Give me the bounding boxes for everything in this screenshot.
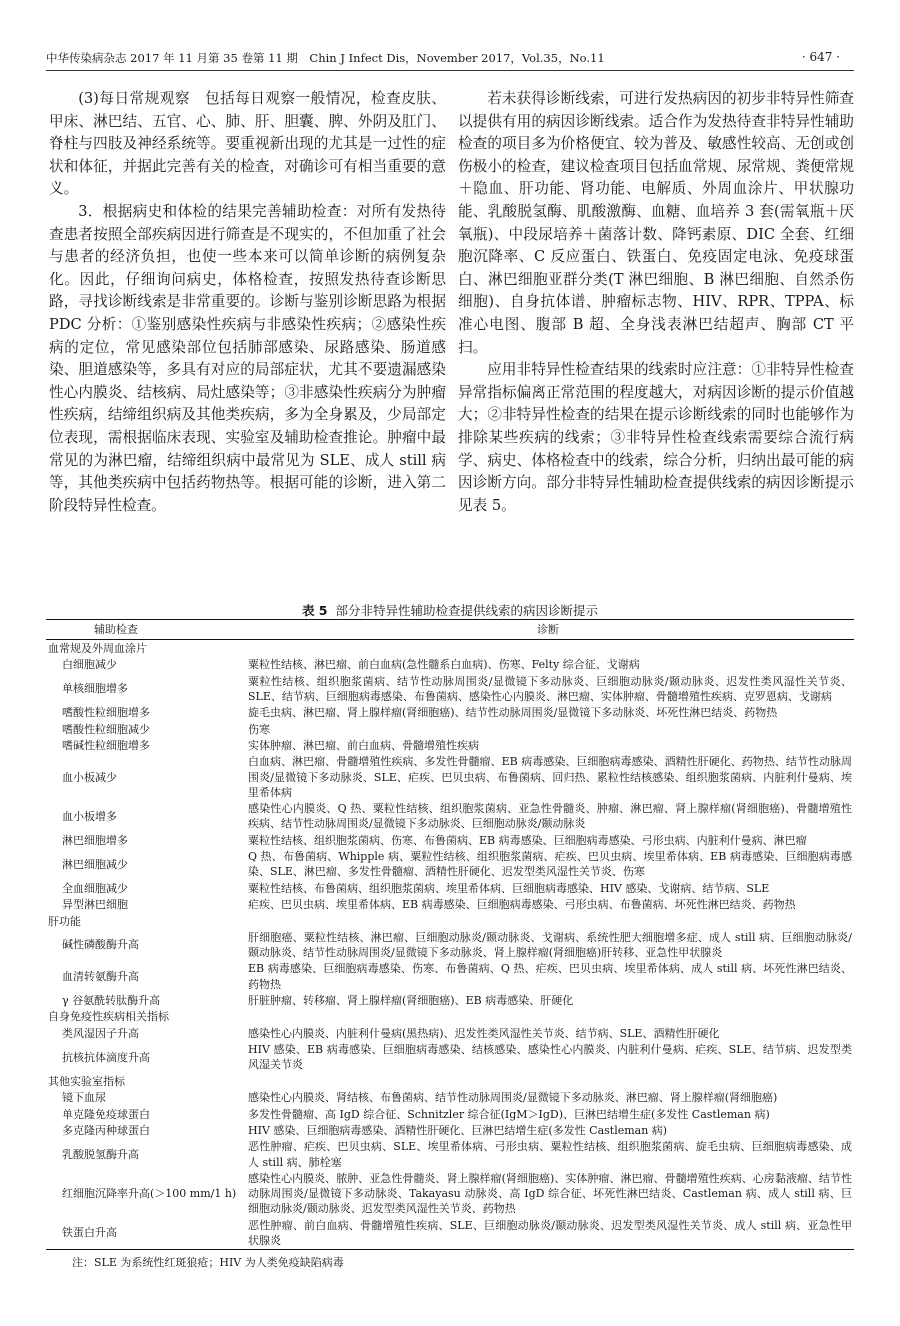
diagnosis-cell: 旋毛虫病、淋巴瘤、肾上腺样瘤(肾细胞癌)、结节性动脉周围炎/显微镜下多动脉炎、坏死性淋巴结炎、药物热 xyxy=(248,706,778,720)
test-cell: 铁蛋白升高 xyxy=(46,1217,242,1249)
paragraph: (3)每日常规观察 包括每日观察一般情况，检查皮肤、甲床、淋巴结、五官、心、肺、肝、胆囊、脾、外阴及肛门、脊柱与四肢及神经系统等。要重视新出现的尤其是一过性的症状和体征，并据此完善有关的检查，对确诊可有相当重要的意义。 xyxy=(49,90,446,198)
diagnosis-cell: 感染性心内膜炎、脓肿、亚急性骨髓炎、肾上腺样瘤(肾细胞癌)、实体肿瘤、淋巴瘤、骨髓增殖性疾病、心房黏液瘤、结节性动脉周围炎/显微镜下多动脉炎、Takayasu 动脉炎、高 IgD 综合征、坏死性淋巴结炎、Castleman 病、成人 still 病、巨细胞动脉炎/颞动脉炎、迟发型类风湿性关节炎、药物热 xyxy=(248,1172,852,1216)
diagnosis-cell: 肝细胞癌、粟粒性结核、淋巴瘤、巨细胞动脉炎/颞动脉炎、戈谢病、系统性肥大细胞增多症、成人 still 病、巨细胞动脉炎/颞动脉炎、结节性动脉周围炎/显微镜下多动脉炎、肾上腺样瘤(肾细胞癌)肝转移、亚急性甲状腺炎 xyxy=(248,930,852,960)
table-row xyxy=(46,801,854,833)
test-cell: 嗜酸性粒细胞增多 xyxy=(62,706,150,720)
table-row xyxy=(46,1042,854,1074)
diagnosis-hint-table xyxy=(46,619,854,1250)
table-row xyxy=(46,657,854,673)
right-text-column xyxy=(458,88,854,517)
test-cell: 单核细胞增多 xyxy=(62,682,128,696)
section-label: 自身免疫性疾病相关指标 xyxy=(48,1010,169,1024)
diagnosis-cell: HIV 感染、巨细胞病毒感染、酒精性肝硬化、巨淋巴结增生症(多发性 Castleman 病) xyxy=(248,1124,668,1138)
test-cell: 红细胞沉降率升高(＞100 mm/1 h) xyxy=(62,1187,237,1201)
table-footnote: 注：SLE 为系统性红斑狼疮；HIV 为人类免疫缺陷病毒 xyxy=(72,1256,344,1269)
column-header-test: 辅助检查 xyxy=(46,620,242,640)
diagnosis-cell: HIV 感染、EB 病毒感染、巨细胞病毒感染、结核感染、感染性心内膜炎、内脏利什曼病、疟疾、SLE、结节病、迟发型类风湿关节炎 xyxy=(248,1043,852,1072)
column-header-diagnosis: 诊断 xyxy=(242,620,854,640)
table-row xyxy=(46,1139,854,1171)
test-cell: 类风湿因子升高 xyxy=(62,1026,139,1040)
paragraph: 若未获得诊断线索，可进行发热病因的初步非特异性筛查以提供有用的病因诊断线索。适合作为发热待查非特异性辅助检查的项目多为价格便宜、较为普及、敏感性较高、无创或创伤极小的检查，建议检查项目包括血常规、尿常规、粪便常规＋隐血、肝功能、肾功能、电解质、外周血涂片、甲状腺功能、乳酸脱氢酶、肌酸激酶、血糖、血培养 3 套(需氧瓶＋厌氧瓶)、中段尿培养＋菌落计数、降钙素原、DIC 全套、红细胞沉降率、C 反应蛋白、铁蛋白、免疫固定电泳、免疫球蛋白、淋巴细胞亚群分类(T 淋巴细胞、B 淋巴细胞、自然杀伤细胞)、自身抗体谱、肿瘤标志物、HIV、RPR、TPPA、标准心电图、腹部 B 超、全身浅表淋巴结超声、胸部 CT 平扫。 xyxy=(458,90,854,356)
table-section-row xyxy=(46,640,854,657)
journal-citation: 中华传染病杂志 2017 年 11 月第 35 卷第 11 期 Chin J Infect Dis，November 2017，Vol.35，No.11 xyxy=(46,51,605,65)
section-label: 血常规及外周血涂片 xyxy=(48,641,147,655)
diagnosis-cell: 粟粒性结核、组织胞浆菌病、结节性动脉周围炎/显微镜下多动脉炎、巨细胞动脉炎/颞动脉炎、迟发性类风湿性关节炎、SLE、结节病、巨细胞病毒感染、布鲁菌病、感染性心内膜炎、淋巴瘤、实体肿瘤、骨髓增殖性疾病、克罗恩病、戈谢病 xyxy=(248,674,852,703)
table-title: 部分非特异性辅助检查提供线索的病因诊断提示 xyxy=(335,603,599,618)
table-caption xyxy=(46,601,854,619)
diagnosis-cell: 感染性心内膜炎、内脏利什曼病(黑热病)、迟发性类风湿性关节炎、结节病、SLE、酒精性肝硬化 xyxy=(248,1026,720,1040)
test-cell: 血小板减少 xyxy=(62,770,117,784)
test-cell: 淋巴细胞增多 xyxy=(62,833,128,847)
test-cell: 嗜碱性粒细胞增多 xyxy=(62,738,150,752)
table-row xyxy=(46,754,854,801)
diagnosis-cell: 恶性肿瘤、疟疾、巴贝虫病、SLE、埃里希体病、弓形虫病、粟粒性结核、组织胞浆菌病、旋毛虫病、巨细胞病毒感染、成人 still 病、肺栓塞 xyxy=(248,1140,852,1169)
table-row xyxy=(46,880,854,896)
diagnosis-cell: 白血病、淋巴瘤、骨髓增殖性疾病、多发性骨髓瘤、EB 病毒感染、巨细胞病毒感染、酒精性肝硬化、药物热、结节性动脉周围炎/显微镜下多动脉炎、SLE、疟疾、巴贝虫病、布鲁菌病、回归热、累粒性结核感染、组织胞浆菌病、内脏利什曼病、埃里希体病 xyxy=(248,755,852,799)
diagnosis-cell: Q 热、布鲁菌病、Whipple 病、粟粒性结核、组织胞浆菌病、疟疾、巴贝虫病、埃里希体病、EB 病毒感染、巨细胞病毒感染、SLE、淋巴瘤、多发性骨髓瘤、酒精性肝硬化、迟发型类风湿性关节炎、伤寒 xyxy=(248,850,852,879)
diagnosis-cell: 疟疾、巴贝虫病、埃里希体病、EB 病毒感染、巨细胞病毒感染、弓形虫病、布鲁菌病、坏死性淋巴结炎、药物热 xyxy=(248,898,796,912)
table-row xyxy=(46,897,854,913)
page-number: · 647 · xyxy=(801,50,840,64)
test-cell: 淋巴细胞减少 xyxy=(62,857,128,871)
test-cell: 镜下血尿 xyxy=(62,1091,106,1105)
test-cell: 血小板增多 xyxy=(62,809,117,823)
diagnosis-cell: 恶性肿瘤、前白血病、骨髓增殖性疾病、SLE、巨细胞动脉炎/颞动脉炎、迟发型类风湿性关节炎、成人 still 病、亚急性甲状腺炎 xyxy=(242,1217,854,1249)
test-cell: 单克隆免疫球蛋白 xyxy=(62,1107,150,1121)
table-row xyxy=(46,1090,854,1106)
test-cell: 多克隆丙种球蛋白 xyxy=(62,1124,150,1138)
table-row xyxy=(46,992,854,1008)
table-row xyxy=(46,929,854,961)
test-cell: 抗核抗体滴度升高 xyxy=(62,1050,150,1064)
table-row xyxy=(46,849,854,881)
running-header xyxy=(46,50,854,70)
test-cell: 异型淋巴细胞 xyxy=(62,898,128,912)
test-cell: γ 谷氨酰转肽酶升高 xyxy=(62,994,161,1008)
table-row xyxy=(46,832,854,848)
diagnosis-cell: 粟粒性结核、布鲁菌病、组织胞浆菌病、埃里希体病、巨细胞病毒感染、HIV 感染、戈谢病、结节病、SLE xyxy=(248,881,770,895)
header-rule xyxy=(46,70,854,71)
table-section-row xyxy=(46,1073,854,1089)
test-cell: 嗜酸性粒细胞减少 xyxy=(62,722,150,736)
diagnosis-cell: 粟粒性结核、淋巴瘤、前白血病(急性髓系白血病)、伤寒、Felty 综合征、戈谢病 xyxy=(248,658,640,672)
diagnosis-cell: EB 病毒感染、巨细胞病毒感染、伤寒、布鲁菌病、Q 热、疟疾、巴贝虫病、埃里希体病、成人 still 病、坏死性淋巴结炎、药物热 xyxy=(248,962,852,991)
table-row xyxy=(46,1122,854,1138)
table-section-row xyxy=(46,913,854,929)
diagnosis-cell: 伤寒 xyxy=(248,722,270,736)
diagnosis-cell: 粟粒性结核、组织胞浆菌病、伤寒、布鲁菌病、EB 病毒感染、巨细胞病毒感染、弓形虫病、内脏利什曼病、淋巴瘤 xyxy=(248,833,807,847)
test-cell: 血清转氨酶升高 xyxy=(62,970,139,984)
paragraph: 3．根据病史和体检的结果完善辅助检查：对所有发热待查患者按照全部疾病因进行筛查是不现实的，不但加重了社会与患者的经济负担，也使一些本来可以简单诊断的病例复杂化。因此，仔细询问病史，体格检查，按照发热待查诊断思路，寻找诊断线索是非常重要的。诊断与鉴别诊断思路为根据 PDC 分析：①鉴别感染性疾病与非感染性疾病；②感染性疾病的定位，常见感染部位包括肺部感染、尿路感染、肠道感染、胆道感染等，多具有对应的局部症状，尤其不要遗漏感染性心内膜炎、结核病、局灶感染等；③非感染性疾病分为肿瘤性疾病，结缔组织病及其他类疾病，多为全身累及，少局部定位表现，需根据临床表现、实验室及辅助检查推论。肿瘤中最常见的为淋巴瘤，结缔组织病中最常见为 SLE、成人 still 病等，其他类疾病中包括药物热等。根据可能的诊断，进入第二阶段特异性检查。 xyxy=(49,202,446,514)
table-body xyxy=(46,640,854,1250)
test-cell: 乳酸脱氢酶升高 xyxy=(62,1148,139,1161)
table-row xyxy=(46,961,854,993)
section-label: 其他实验室指标 xyxy=(48,1074,125,1088)
section-label: 肝功能 xyxy=(48,914,81,928)
diagnosis-cell: 感染性心内膜炎、Q 热、粟粒性结核、组织胞浆菌病、亚急性骨髓炎、肿瘤、淋巴瘤、肾上腺样瘤(肾细胞癌)、骨髓增殖性疾病、结节性动脉周围炎/显微镜下多动脉炎、巨细胞动脉炎/颞动脉炎 xyxy=(248,802,852,831)
test-cell: 全血细胞减少 xyxy=(62,881,128,895)
table-row xyxy=(46,1217,854,1249)
paragraph: 应用非特异性检查结果的线索时应注意：①非特异性检查异常指标偏离正常范围的程度越大，对病因诊断的提示价值越大；②非特异性检查的结果在提示诊断线索的同时也能够作为排除某些疾病的线索；③非特异性检查线索需要综合流行病学、病史、体格检查中的线索，综合分析，归纳出最可能的病因诊断方向。部分非特异性辅助检查提供线索的病因诊断提示见表 5。 xyxy=(458,361,854,514)
table-number: 表 5 xyxy=(301,603,328,618)
table-row xyxy=(46,705,854,721)
diagnosis-cell: 肝脏肿瘤、转移瘤、肾上腺样瘤(肾细胞癌)、EB 病毒感染、肝硬化 xyxy=(248,994,574,1008)
diagnosis-cell: 实体肿瘤、淋巴瘤、前白血病、骨髓增殖性疾病 xyxy=(248,738,479,752)
table-row xyxy=(46,721,854,737)
table-row xyxy=(46,673,854,705)
left-text-column xyxy=(49,88,446,517)
table-row xyxy=(46,1170,854,1217)
diagnosis-cell: 多发性骨髓瘤、高 IgD 综合征、Schnitzler 综合征(IgM＞IgD)、巨淋巴结增生症(多发性 Castleman 病) xyxy=(248,1107,770,1121)
diagnosis-cell: 感染性心内膜炎、肾结核、布鲁菌病、结节性动脉周围炎/显微镜下多动脉炎、淋巴瘤、肾上腺样瘤(肾细胞癌) xyxy=(248,1091,778,1105)
test-cell: 碱性磷酸酶升高 xyxy=(62,938,139,952)
table-row xyxy=(46,737,854,753)
table-section-row xyxy=(46,1009,854,1025)
test-cell: 白细胞减少 xyxy=(62,658,117,672)
table-header-row xyxy=(46,620,854,640)
table-row xyxy=(46,1106,854,1122)
table-row xyxy=(46,1025,854,1041)
